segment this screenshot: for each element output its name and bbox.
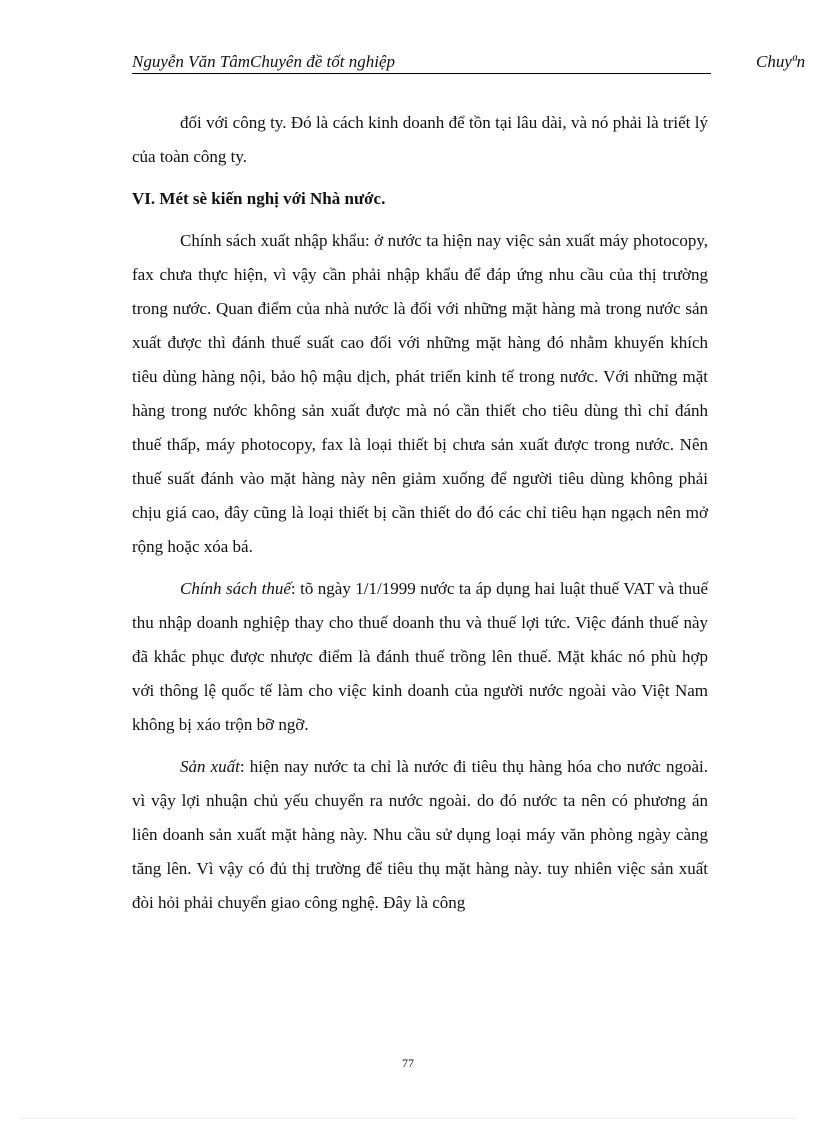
paragraph-tax-policy: [132, 572, 708, 742]
page-number: 77: [402, 1056, 414, 1070]
section-heading: VI. Mét sè kiến nghị với Nhà nước.: [132, 189, 386, 208]
document-body: [132, 106, 708, 920]
paragraph-production: [132, 750, 708, 920]
header-right-text: Chuyªn: [756, 52, 806, 71]
header-author-title: Nguyễn Văn TâmChuyên đề tốt nghiệp: [132, 52, 395, 71]
header-rule: [132, 73, 711, 74]
footer-rule: [20, 1118, 796, 1119]
production-text: : hiện nay nước ta chỉ là nước đi tiêu thụ hàng hóa cho nước ngoài. vì vậy lợi nhuận chủ yếu chuyển ra nước ngoài. do đó nước ta nên có phương án liên doanh sản xuất mặt hàng này. Nhu cầu sử dụng loại máy văn phòng ngày càng tăng lên. Vì vậy có đủ thị trường để tiêu thụ mặt hàng này. tuy nhiên việc sản xuất đòi hỏi phải chuyển giao công nghệ. Đây là công: [132, 757, 708, 912]
paragraph-continuation: đối với công ty. Đó là cách kinh doanh để tồn tại lâu dài, và nó phải là triết lý của toàn công ty.: [132, 113, 708, 166]
tax-policy-text: : tõ ngày 1/1/1999 nước ta áp dụng hai luật thuế VAT và thuế thu nhập doanh nghiệp thay cho thuế doanh thu và thuế lợi tức. Việc đánh thuế này đã khắc phục được nhược điểm là đánh thuế trồng lên thuế. Mặt khác nó phù hợp với thông lệ quốc tế làm cho việc kinh doanh của người nước ngoài vào Việt Nam không bị xáo trộn bỡ ngỡ.: [132, 579, 708, 734]
paragraph-import-export-policy: Chính sách xuất nhập khẩu: ở nước ta hiện nay việc sản xuất máy photocopy, fax chưa thực hiện, vì vậy cần phải nhập khẩu để đáp ứng nhu cầu của thị trường trong nước. Quan điểm của nhà nước là đối với những mặt hàng mà trong nước sản xuất được thì đánh thuế suất cao đối với những mặt hàng đó nhằm khuyến khích tiêu dùng hàng nội, bảo hộ mậu dịch, phát triển kinh tế trong nước. Với những mặt hàng trong nước không sản xuất được mà nó cần thiết cho tiêu dùng thì chỉ đánh thuế thấp, máy photocopy, fax là loại thiết bị chưa sản xuất được trong nước. Nên thuế suất đánh vào mặt hàng này nên giảm xuống để người tiêu dùng không phải chịu giá cao, đây cũng là loại thiết bị cần thiết do đó các chỉ tiêu hạn ngạch nên mở rộng hoặc xóa bá.: [132, 231, 708, 556]
tax-policy-label: Chính sách thuế: [180, 579, 291, 598]
production-label: Sản xuất: [180, 757, 240, 776]
